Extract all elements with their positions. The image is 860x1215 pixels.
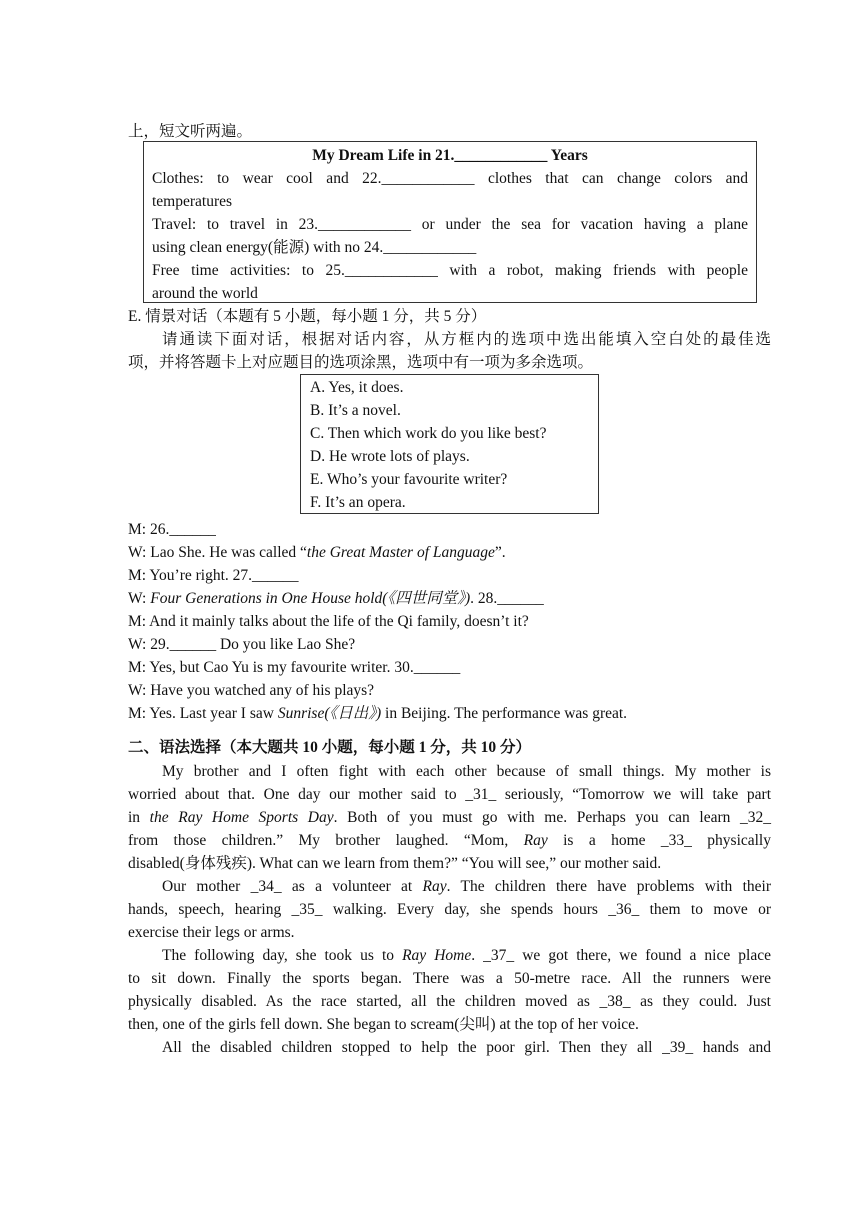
grammar-heading: 二、语法选择（本大题共 10 小题，每小题 1 分，共 10 分） xyxy=(128,739,532,756)
option-f: F. It’s an opera. xyxy=(310,494,406,511)
options-box xyxy=(300,374,599,514)
dialogue-line-29: W: 29.______ Do you like Lao She? xyxy=(128,636,356,653)
grammar-section xyxy=(128,736,771,1059)
dialogue-line-sunrise xyxy=(128,702,771,725)
grammar-p3-line-4: then, one of the girls fell down. She began to scream(尖叫) at the top of her voice. xyxy=(128,1016,639,1033)
option-e: E. Who’s your favourite writer? xyxy=(310,471,508,488)
dream-travel-line-2: using clean energy(能源) with no 24.____________ xyxy=(152,239,477,256)
dream-free-line-1: Free time activities: to 25.____________ with a robot, making friends with people xyxy=(152,262,748,279)
dream-travel-line-1: Travel: to travel in 23.____________ or under the sea for vacation having a plane xyxy=(152,216,748,233)
dialogue-line-28 xyxy=(128,587,771,610)
dialogue-line-26: M: 26.______ xyxy=(128,521,216,538)
grammar-p1-line-4 xyxy=(128,829,771,852)
grammar-text: in xyxy=(128,809,150,826)
option-b: B. It’s a novel. xyxy=(310,402,401,419)
grammar-text: is a home _33_ physically xyxy=(547,832,771,849)
dream-clothes-line-1: Clothes: to wear cool and 22.____________ clothes that can change colors and xyxy=(152,170,748,187)
grammar-p3-line-1 xyxy=(128,944,771,967)
option-c: C. Then which work do you like best? xyxy=(310,425,547,442)
dialogue xyxy=(128,518,771,725)
grammar-text: . Both of you must go with me. Perhaps you can learn _32_ xyxy=(333,809,771,826)
grammar-p1-line-5: disabled(身体残疾). What can we learn from them?” “You will see,” our mother said. xyxy=(128,855,662,872)
grammar-p3-line-3: physically disabled. As the race started, all the children moved as _38_ as they could. Just xyxy=(128,993,771,1010)
grammar-italic: Ray Home xyxy=(402,947,472,964)
section-e-heading: E. 情景对话（本题有 5 小题，每小题 1 分，共 5 分） xyxy=(128,308,487,325)
grammar-italic: Ray xyxy=(523,832,548,849)
grammar-italic: Ray xyxy=(422,878,447,895)
option-a: A. Yes, it does. xyxy=(310,379,404,396)
grammar-italic: the Ray Home Sports Day xyxy=(149,809,334,826)
grammar-text: . The children there have problems with their xyxy=(446,878,772,895)
section-e-instruction-2: 项，并将答题卡上对应题目的选项涂黑，选项中有一项为多余选项。 xyxy=(128,354,594,371)
dream-clothes-line-2: temperatures xyxy=(152,193,233,210)
grammar-p2-line-1 xyxy=(128,875,771,898)
dialogue-line-qi-family: M: And it mainly talks about the life of the Qi family, doesn’t it? xyxy=(128,613,529,630)
dialogue-line-27: M: You’re right. 27.______ xyxy=(128,567,299,584)
grammar-p4-line-1: All the disabled children stopped to help the poor girl. Then they all _39_ hands and xyxy=(162,1039,771,1056)
dialogue-text: W: Lao She. He was called “ xyxy=(128,544,307,561)
grammar-text: The following day, she took us to xyxy=(162,947,403,964)
section-e xyxy=(128,305,771,374)
grammar-text: . _37_ we got there, we found a nice place xyxy=(471,947,771,964)
grammar-p2-line-3: exercise their legs or arms. xyxy=(128,924,295,941)
grammar-text: Our mother _34_ as a volunteer at xyxy=(162,878,423,895)
grammar-p1-line-1: My brother and I often fight with each other because of small things. My mother is xyxy=(162,763,771,780)
dialogue-line-30: M: Yes, but Cao Yu is my favourite writer. 30.______ xyxy=(128,659,461,676)
option-d: D. He wrote lots of plays. xyxy=(310,448,470,465)
intro-line xyxy=(128,120,771,143)
grammar-p1-line-2: worried about that. One day our mother said to _31_ seriously, “Tomorrow we will take part xyxy=(128,786,771,803)
section-e-instruction-1: 请通读下面对话，根据对话内容，从方框内的选项中选出能填入空白处的最佳选 xyxy=(162,331,771,348)
dialogue-text: in Beijing. The performance was great. xyxy=(381,705,628,722)
dream-box-title: My Dream Life in 21.____________ Years xyxy=(312,147,588,164)
dialogue-text: ”. xyxy=(494,544,506,561)
grammar-p3-line-2: to sit down. Finally the sports began. There was a 50-metre race. All the runners were xyxy=(128,970,771,987)
dialogue-text: . 28.______ xyxy=(470,590,544,607)
dream-free-line-2: around the world xyxy=(152,285,258,302)
dialogue-italic: the Great Master of Language xyxy=(306,544,495,561)
intro-text: 上，短文听两遍。 xyxy=(128,123,253,140)
dialogue-italic: Four Generations in One House hold(《四世同堂》) xyxy=(150,590,471,607)
dialogue-text: W: xyxy=(128,590,151,607)
dialogue-text: M: Yes. Last year I saw xyxy=(128,705,278,722)
dialogue-italic: Sunrise(《日出》) xyxy=(277,705,382,722)
grammar-p1-line-3 xyxy=(128,806,771,829)
dialogue-line-lao-she xyxy=(128,541,771,564)
dialogue-line-plays: W: Have you watched any of his plays? xyxy=(128,682,375,699)
dream-life-box xyxy=(143,141,757,303)
grammar-text: from those children.” My brother laughed. “Mom, xyxy=(128,832,524,849)
grammar-p2-line-2: hands, speech, hearing _35_ walking. Every day, she spends hours _36_ them to move or xyxy=(128,901,771,918)
